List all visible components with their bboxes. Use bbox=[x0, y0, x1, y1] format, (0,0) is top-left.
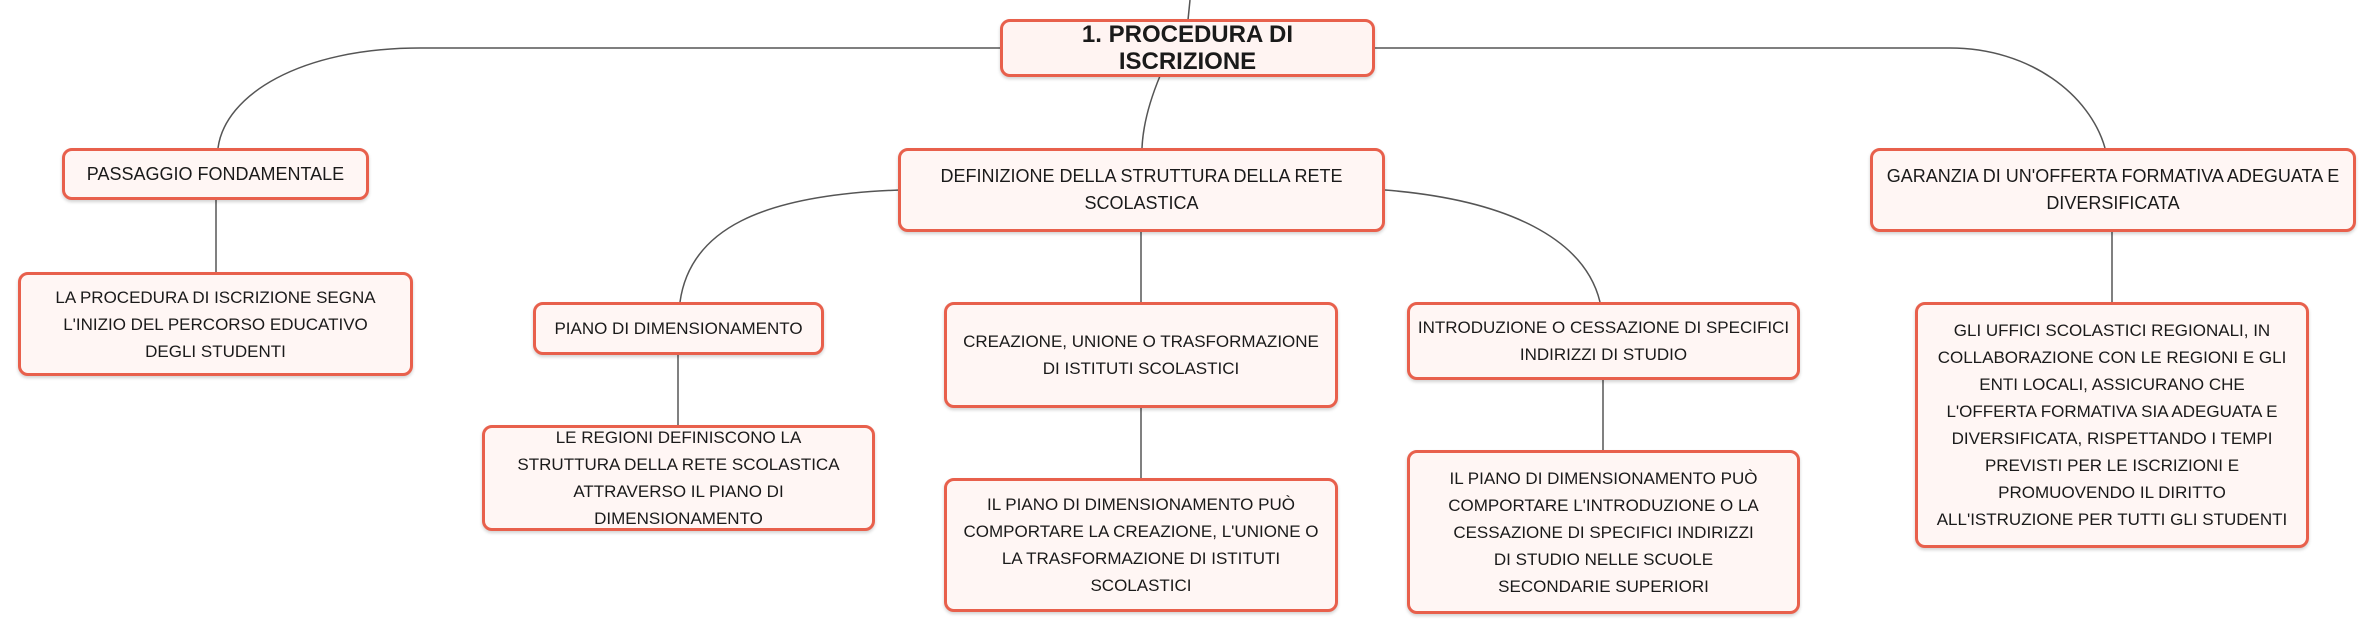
node-dimensionamento-introduzione[interactable]: IL PIANO DI DIMENSIONAMENTO PUÒ COMPORTARE L'INTRODUZIONE O LA CESSAZIONE DI SPECIFICI INDIRIZZI DI STUDIO NELLE SCUOLE SECONDARIE SUPERIORI bbox=[1407, 450, 1800, 614]
node-regioni-definiscono[interactable]: LE REGIONI DEFINISCONO LA STRUTTURA DELLA RETE SCOLASTICA ATTRAVERSO IL PIANO DI DIMENSIONAMENTO bbox=[482, 425, 875, 531]
node-piano-dimensionamento[interactable]: PIANO DI DIMENSIONAMENTO bbox=[533, 302, 824, 355]
connector-root-center bbox=[1142, 76, 1160, 148]
node-definizione-struttura-rete[interactable]: DEFINIZIONE DELLA STRUTTURA DELLA RETE SCOLASTICA bbox=[898, 148, 1385, 232]
connector-line-incoming bbox=[1188, 0, 1190, 20]
node-passaggio-fondamentale[interactable]: PASSAGGIO FONDAMENTALE bbox=[62, 148, 369, 200]
root-node-procedura-iscrizione[interactable]: 1. PROCEDURA DI ISCRIZIONE bbox=[1000, 19, 1375, 77]
node-uffici-scolastici-regionali[interactable]: GLI UFFICI SCOLASTICI REGIONALI, IN COLLABORAZIONE CON LE REGIONI E GLI ENTI LOCALI, ASSICURANO CHE L'OFFERTA FORMATIVA SIA ADEGUATA E DIVERSIFICATA, RISPETTANDO I TEMPI PREVISTI PER LE ISCRIZIONI E PROMUOVENDO IL DIRITTO ALL'ISTRUZIONE PER TUTTI GLI STUDENTI bbox=[1915, 302, 2309, 548]
node-dimensionamento-creazione[interactable]: IL PIANO DI DIMENSIONAMENTO PUÒ COMPORTARE LA CREAZIONE, L'UNIONE O LA TRASFORMAZIONE DI ISTITUTI SCOLASTICI bbox=[944, 478, 1338, 612]
node-procedura-segna-inizio[interactable]: LA PROCEDURA DI ISCRIZIONE SEGNA L'INIZIO DEL PERCORSO EDUCATIVO DEGLI STUDENTI bbox=[18, 272, 413, 376]
node-garanzia-offerta-formativa[interactable]: GARANZIA DI UN'OFFERTA FORMATIVA ADEGUATA E DIVERSIFICATA bbox=[1870, 148, 2356, 232]
node-introduzione-cessazione[interactable]: INTRODUZIONE O CESSAZIONE DI SPECIFICI INDIRIZZI DI STUDIO bbox=[1407, 302, 1800, 380]
connector-definizione-piano bbox=[680, 190, 900, 302]
connector-root-right bbox=[1375, 48, 2105, 148]
node-creazione-unione-trasformazione[interactable]: CREAZIONE, UNIONE O TRASFORMAZIONE DI ISTITUTI SCOLASTICI bbox=[944, 302, 1338, 408]
connector-definizione-introduzione bbox=[1385, 190, 1600, 302]
connector-root-left bbox=[218, 48, 1000, 148]
